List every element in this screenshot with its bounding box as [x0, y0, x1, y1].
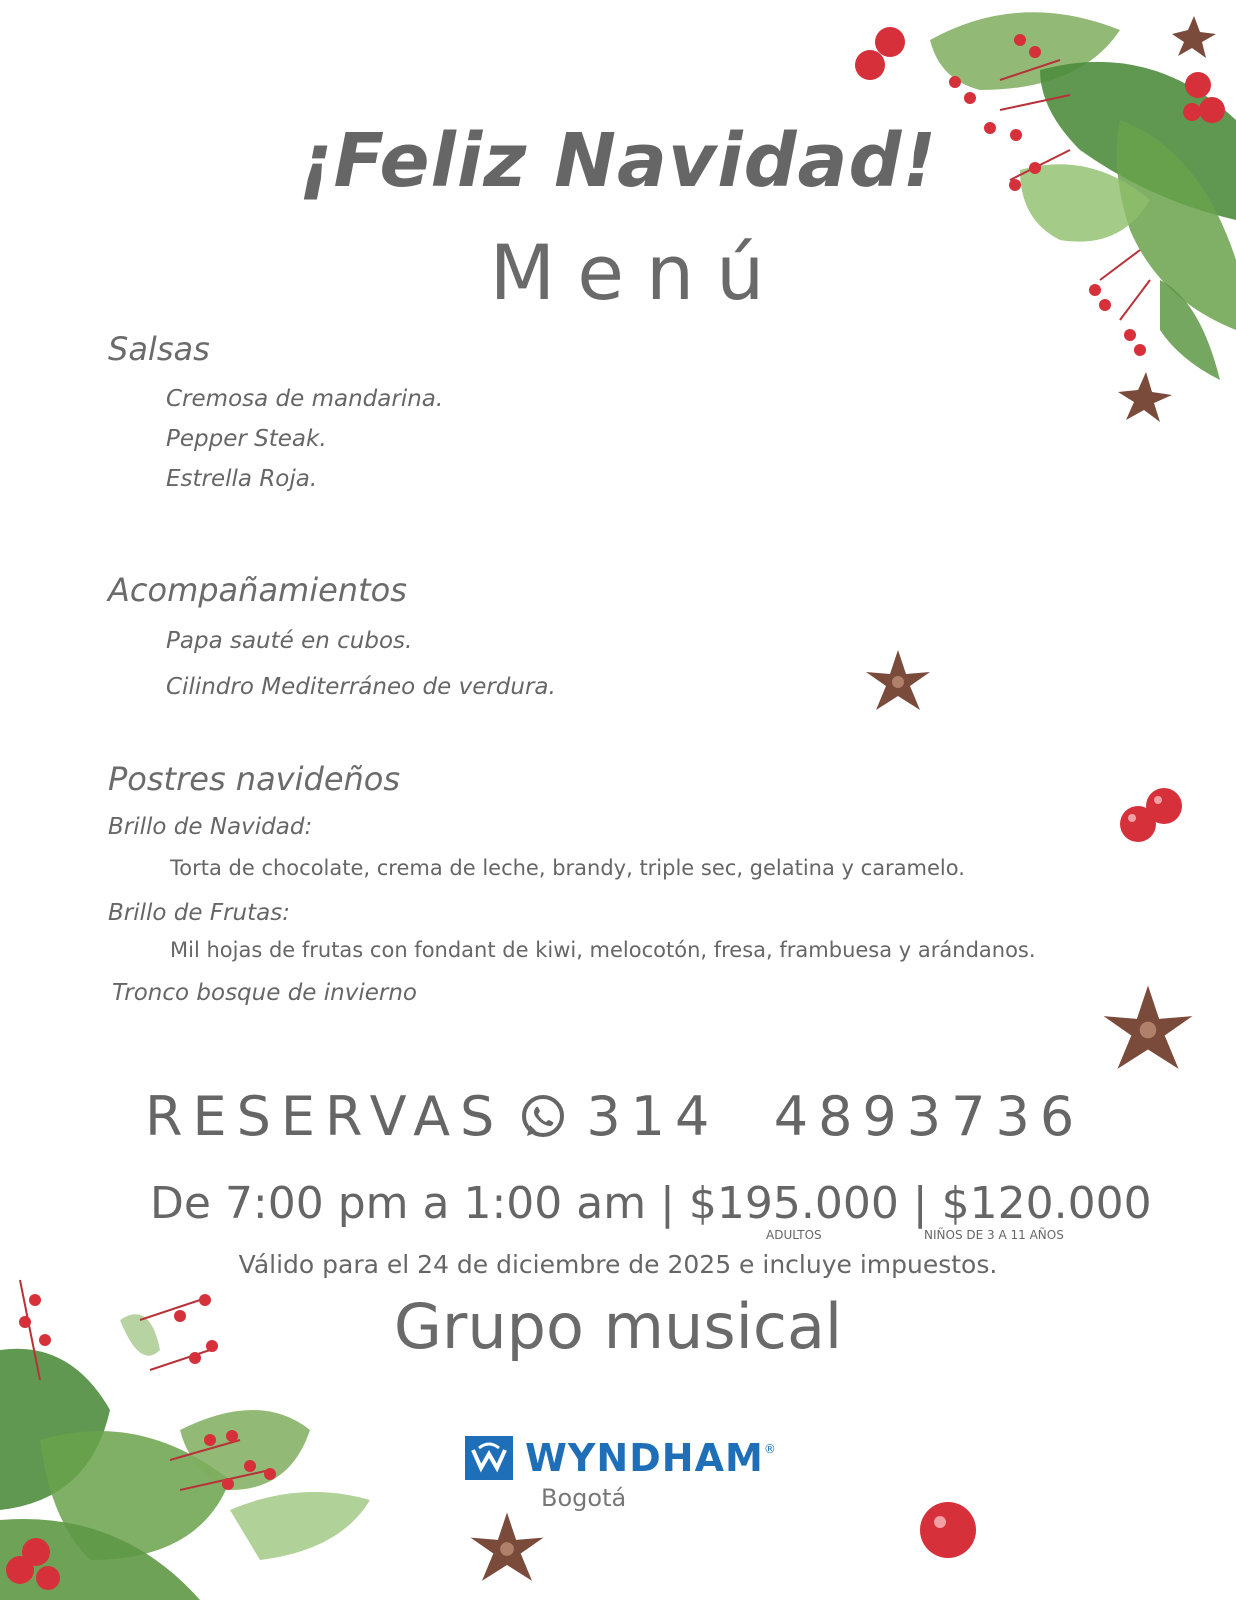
menu-item: Cremosa de mandarina. [166, 386, 444, 412]
menu-subtitle: Menú [489, 228, 787, 317]
brand-logo [465, 1436, 776, 1480]
reservations-line [145, 1085, 1084, 1148]
dessert-name: Brillo de Navidad: [108, 814, 313, 840]
star-anise-decoration [862, 646, 934, 718]
validity-note: Válido para el 24 de diciembre de 2025 e incluye impuestos. [238, 1250, 998, 1279]
star-anise-decoration [1098, 980, 1198, 1080]
child-price-note: NIÑOS DE 3 A 11 AÑOS [924, 1228, 1064, 1242]
berries-decoration [1116, 780, 1188, 852]
page-title: ¡Feliz Navidad! [298, 118, 938, 204]
star-anise-decoration [466, 1508, 548, 1590]
dessert-description: Mil hojas de frutas con fondant de kiwi, melocotón, fresa, frambuesa y arándanos. [170, 938, 1036, 962]
whatsapp-icon [518, 1092, 568, 1142]
brand-city: Bogotá [541, 1484, 627, 1512]
menu-item: Estrella Roja. [166, 466, 318, 492]
reservations-phone[interactable]: 314 4893736 [586, 1085, 1085, 1148]
registered-mark: ® [763, 1442, 776, 1456]
holly-decoration-top-right [820, 0, 1236, 440]
hours-and-prices: De 7:00 pm a 1:00 am | $195.000 | $120.000 [150, 1178, 1152, 1229]
reservations-label: RESERVAS [145, 1085, 505, 1148]
dessert-description: Torta de chocolate, crema de leche, brandy, triple sec, gelatina y caramelo. [170, 856, 965, 880]
adult-price-note: ADULTOS [766, 1228, 822, 1242]
brand-name: WYNDHAM [525, 1436, 764, 1480]
section-title-postres: Postres navideños [108, 760, 401, 798]
section-title-salsas: Salsas [108, 330, 210, 368]
section-title-acompanamientos: Acompañamientos [108, 571, 407, 609]
dessert-name: Tronco bosque de invierno [112, 980, 417, 1006]
menu-item: Cilindro Mediterráneo de verdura. [166, 674, 556, 700]
wyndham-logo-icon [465, 1436, 513, 1480]
menu-item: Papa sauté en cubos. [166, 628, 413, 654]
menu-item: Pepper Steak. [166, 426, 327, 452]
dessert-name: Brillo de Frutas: [108, 900, 290, 926]
berry-decoration [916, 1498, 980, 1562]
entertainment-note: Grupo musical [393, 1290, 843, 1363]
